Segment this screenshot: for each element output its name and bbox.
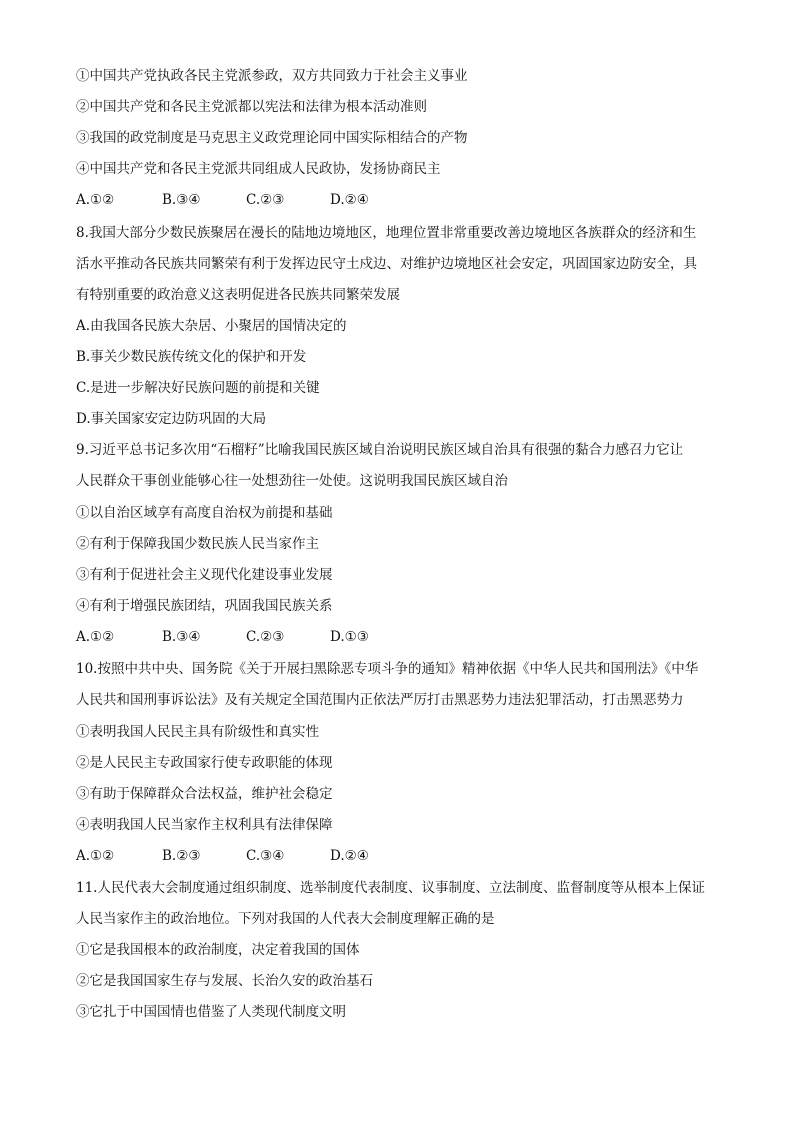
q7-choice-b: B.③④ <box>162 192 201 208</box>
q8-option-c: C.是进一步解决好民族问题的前提和关键 <box>76 380 320 396</box>
q7-choices <box>76 191 369 209</box>
q10-option-2: ②是人民民主专政国家行使专政职能的体现 <box>76 755 333 771</box>
q7-choice-d: D.②④ <box>330 192 369 208</box>
q9-option-3: ③有利于促进社会主义现代化建设事业发展 <box>76 567 333 583</box>
q10-stem-line-2: 人民共和国刑事诉讼法》及有关规定全国范围内正依法严厉打击黑恶势力违法犯罪活动，打击黑恶势力 <box>76 692 684 708</box>
q9-choice-b: B.③④ <box>162 629 201 645</box>
q7-option-4: ④中国共产党和各民主党派共同组成人民政协，发扬协商民主 <box>76 161 441 177</box>
q10-choice-c: C.③④ <box>246 848 285 864</box>
q9-choice-d: D.①③ <box>330 629 369 645</box>
q10-option-3: ③有助于保障群众合法权益，维护社会稳定 <box>76 786 333 802</box>
q10-choices <box>76 847 369 865</box>
q9-stem-line-1: 9.习近平总书记多次用“石榴籽”比喻我国民族区域自治说明民族区域自治具有很强的黏合力感召力它让 <box>76 442 684 458</box>
q7-choice-c: C.②③ <box>246 192 285 208</box>
q11-option-1: ①它是我国根本的政治制度，决定着我国的国体 <box>76 942 360 958</box>
q7-option-2: ②中国共产党和各民主党派都以宪法和法律为根本活动准则 <box>76 99 427 115</box>
q11-stem-line-2: 人民当家作主的政治地位。下列对我国的人代表大会制度理解正确的是 <box>76 911 495 927</box>
q10-option-1: ①表明我国人民民主具有阶级性和真实性 <box>76 724 319 740</box>
q9-choice-c: C.②③ <box>246 629 285 645</box>
q8-option-a: A.由我国各民族大杂居、小聚居的国情决定的 <box>76 318 347 334</box>
q10-choice-b: B.②③ <box>162 848 201 864</box>
q7-option-3: ③我国的政党制度是马克思主义政党理论同中国实际相结合的产物 <box>76 130 468 146</box>
q7-option-1: ①中国共产党执政各民主党派参政，双方共同致力于社会主义事业 <box>76 68 468 84</box>
q9-option-1: ①以自治区域享有高度自治权为前提和基础 <box>76 505 333 521</box>
q11-option-2: ②它是我国国家生存与发展、长治久安的政治基石 <box>76 973 373 989</box>
q10-choice-d: D.②④ <box>330 848 369 864</box>
q8-stem-line-2: 活水平推动各民族共同繁荣有利于发挥边民守土戍边、对维护边境地区社会安定，巩固国家边防安全，具 <box>76 256 697 272</box>
q8-stem-line-1: 8.我国大部分少数民族聚居在漫长的陆地边境地区，地理位置非常重要改善边境地区各族群众的经济和生 <box>76 225 697 241</box>
q10-option-4: ④表明我国人民当家作主权利具有法律保障 <box>76 817 333 833</box>
q9-option-4: ④有利于增强民族团结，巩固我国民族关系 <box>76 598 333 614</box>
q8-stem-line-3: 有特别重要的政治意义这表明促进各民族共同繁荣发展 <box>76 287 400 303</box>
q7-choice-a: A.①② <box>76 192 115 208</box>
q8-option-d: D.事关国家安定边防巩固的大局 <box>76 411 267 427</box>
q10-stem-line-1: 10.按照中共中央、国务院《关于开展扫黑除恶专项斗争的通知》精神依据《中华人民共和国刑法》《中华 <box>76 661 699 677</box>
q11-stem-line-1: 11.人民代表大会制度通过组织制度、选举制度代表制度、议事制度、立法制度、监督制度等从根本上保证 <box>76 880 705 896</box>
q9-choices <box>76 628 369 646</box>
q11-option-3: ③它扎于中国国情也借鉴了人类现代制度文明 <box>76 1004 346 1020</box>
q9-stem-line-2: 人民群众干事创业能够心往一处想劲往一处使。这说明我国民族区域自治 <box>76 473 508 489</box>
q9-option-2: ②有利于保障我国少数民族人民当家作主 <box>76 536 319 552</box>
q9-choice-a: A.①② <box>76 629 115 645</box>
q8-option-b: B.事关少数民族传统文化的保护和开发 <box>76 349 307 365</box>
q10-choice-a: A.①② <box>76 848 115 864</box>
